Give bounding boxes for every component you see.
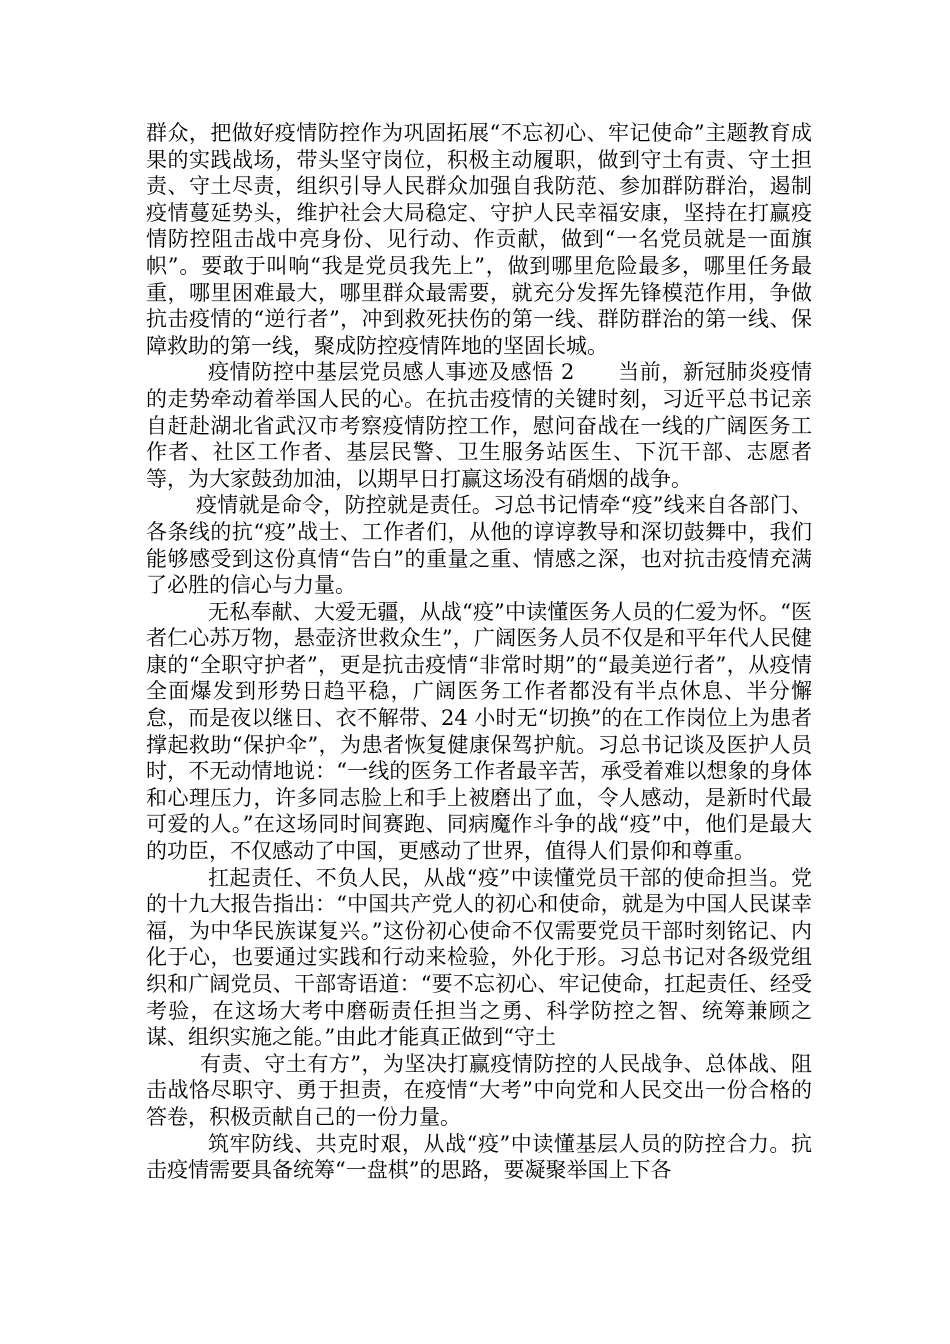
paragraph-1: 群众，把做好疫情防控作为巩固拓展“不忘初心、牢记使命”主题教育成果的实践战场，带头坚守岗位，积极主动履职，做到守土有责、守土担责、守土尽责，组织引导人民群众加强自我防范、参加群防群治，遏制疫情蔓延势头，维护社会大局稳定、守护人民幸福安康，坚持在打赢疫情防控阻击战中亮身份、见行动、作贡献，做到“一名党员就是一面旗帜”。要敢于叫响“我是党员我先上”，做到哪里危险最多，哪里任务最重，哪里困难最大，哪里群众最需要，就充分发挥先锋模范作用，争做抗击疫情的“逆行者”，冲到救死扶伤的第一线、群防群治的第一线、保障救助的第一线，聚成防控疫情阵地的坚固长城。 [146,121,812,358]
paragraph-4: 无私奉献、大爱无疆，从战“疫”中读懂医务人员的仁爱为怀。“医者仁心苏万物，悬壶济世救众生”，广阔医务人员不仅是和平年代人民健康的“全职守护者”，更是抗击疫情“非常时期”的“最美逆行者”，从疫情全面爆发到形势日趋平稳，广阔医务工作者都没有半点休息、半分懈怠，而是夜以继日、衣不解带、24 小时无“切换”的在工作岗位上为患者撑起救助“保护伞”，为患者恢复健康保驾护航。习总书记谈及医护人员时，不无动情地说：“一线的医务工作者最辛苦，承受着难以想象的身体和心理压力，许多同志脸上和手上被磨出了血，令人感动，是新时代最可爱的人。”在这场同时间赛跑、同病魔作斗争的战“疫”中，他们是最大的功臣，不仅感动了中国，更感动了世界，值得人们景仰和尊重。 [146,599,812,864]
document-body [146,120,812,1184]
paragraph-6: 有责、守土有方”，为坚决打赢疫情防控的人民战争、总体战、阻击战恪尽职守、勇于担责，在疫情“大考”中向党和人民交出一份合格的答卷，积极贡献自己的一份力量。 [146,1051,812,1129]
paragraph-5: 扛起责任、不负人民，从战“疫”中读懂党员干部的使命担当。党的十九大报告指出：“中国共产党人的初心和使命，就是为中国人民谋幸福，为中华民族谋复兴。”这份初心使命不仅需要党员干部时刻铭记、内化于心，也要通过实践和行动来检验，外化于形。习总书记对各级党组织和广阔党员、干部寄语道：“要不忘初心、牢记使命，扛起责任、经受考验，在这场大考中磨砺责任担当之勇、科学防控之智、统筹兼顾之谋、组织实施之能。”由此才能真正做到“守土 [146,865,812,1050]
paragraph-2: 疫情防控中基层党员感人事迹及感悟 2 当前，新冠肺炎疫情的走势牵动着举国人民的心。在抗击疫情的关键时刻，习近平总书记亲自赶赴湖北省武汉市考察疫情防控工作，慰问奋战在一线的广阔医务工作者、社区工作者、基层民警、卫生服务站医生、下沉干部、志愿者等，为大家鼓劲加油，以期早日打赢这场没有硝烟的战争。 [146,360,812,491]
paragraph-7: 筑牢防线、共克时艰，从战“疫”中读懂基层人员的防控合力。抗击疫情需要具备统筹“一盘棋”的思路，要凝聚举国上下各 [146,1131,812,1183]
paragraph-3: 疫情就是命令，防控就是责任。习总书记情牵“疫”线来自各部门、各条线的抗“疫”战士、工作者们，从他的谆谆教导和深切鼓舞中，我们能够感受到这份真情“告白”的重量之重、情感之深，也对抗击疫情充满了必胜的信心与力量。 [146,493,812,598]
